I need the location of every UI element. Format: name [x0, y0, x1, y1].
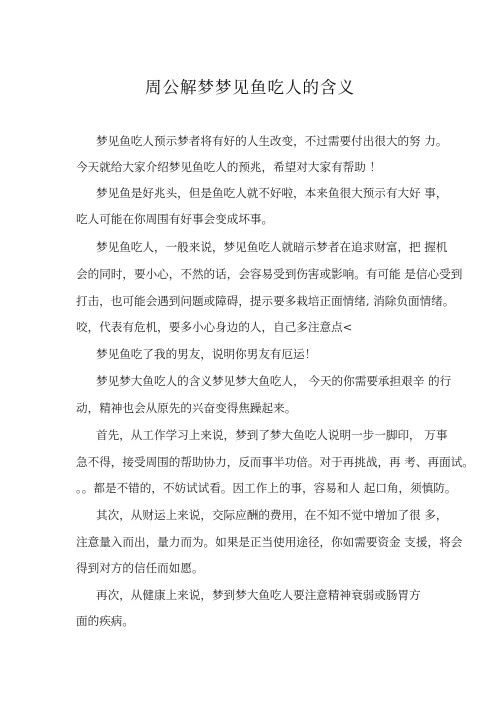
paragraph-line: 急不得，接受周围的帮助协力，反而事半功倍。对于再挑战，再 考、再面试。 — [76, 455, 474, 469]
paragraph-line: 梦见鱼吃人，一般来说，梦见鱼吃人就暗示梦者在追求财富，把 握机 — [96, 240, 448, 254]
paragraph-line: 梦见鱼是好兆头，但是鱼吃人就不好啦，本来鱼很大预示有大好 事， — [96, 186, 448, 200]
paragraph-line: 动，精神也会从原先的兴奋变得焦躁起来。 — [76, 401, 297, 415]
paragraph-line: 会的同时，要小心，不然的话，会容易受到伤害或影响。有可能 是信心受到 — [76, 267, 463, 281]
paragraph-line: 再次，从健康上来说，梦到梦大鱼吃人要注意精神衰弱或肠胃方 — [96, 588, 421, 602]
paragraph-line: 其次，从财运上来说，交际应酬的费用，在不知不觉中增加了很 多， — [96, 508, 448, 522]
paragraph-line: 梦见鱼吃了我的男友，说明你男友有厄运！ — [96, 347, 317, 361]
paragraph-line: 吃人可能在你周围有好事会变成坏事。 — [76, 212, 274, 226]
paragraph-line: 打击，也可能会遇到问题或障碍，提示要多栽培正面情绪, 消除负面情绪。 — [76, 294, 455, 308]
paragraph-line: 咬，代表有危机，要多小心身边的人，自己多注意点< — [76, 320, 353, 334]
paragraph-line: 得到对方的信任而如愿。 — [76, 561, 204, 575]
paragraph-line: 梦见梦大鱼吃人的含义梦见梦大鱼吃人， 今天的你需要承担艰辛 的行 — [96, 374, 452, 388]
paragraph-line: 面的疾病。 — [76, 614, 134, 628]
paragraph-line: 首先，从工作学习上来说，梦到了梦大鱼吃人说明一步一脚印， 万事 — [96, 428, 448, 442]
paragraph-line: 。。都是不错的，不妨试试看。因工作上的事，容易和人 起口角，须慎防。 — [76, 481, 457, 495]
paragraph-line: 梦见鱼吃人预示梦者将有好的人生改变，不过需要付出很大的努 力。 — [96, 134, 448, 148]
paragraph-line: 今天就给大家介绍梦见鱼吃人的预兆，希望对大家有帮助 ！ — [76, 160, 382, 174]
paragraph-line: 注意量入而出，量力而为。如果是正当使用途径，你如需要资金 支援，将会 — [76, 535, 463, 549]
document-title: 周公解梦梦见鱼吃人的含义 — [145, 78, 355, 97]
